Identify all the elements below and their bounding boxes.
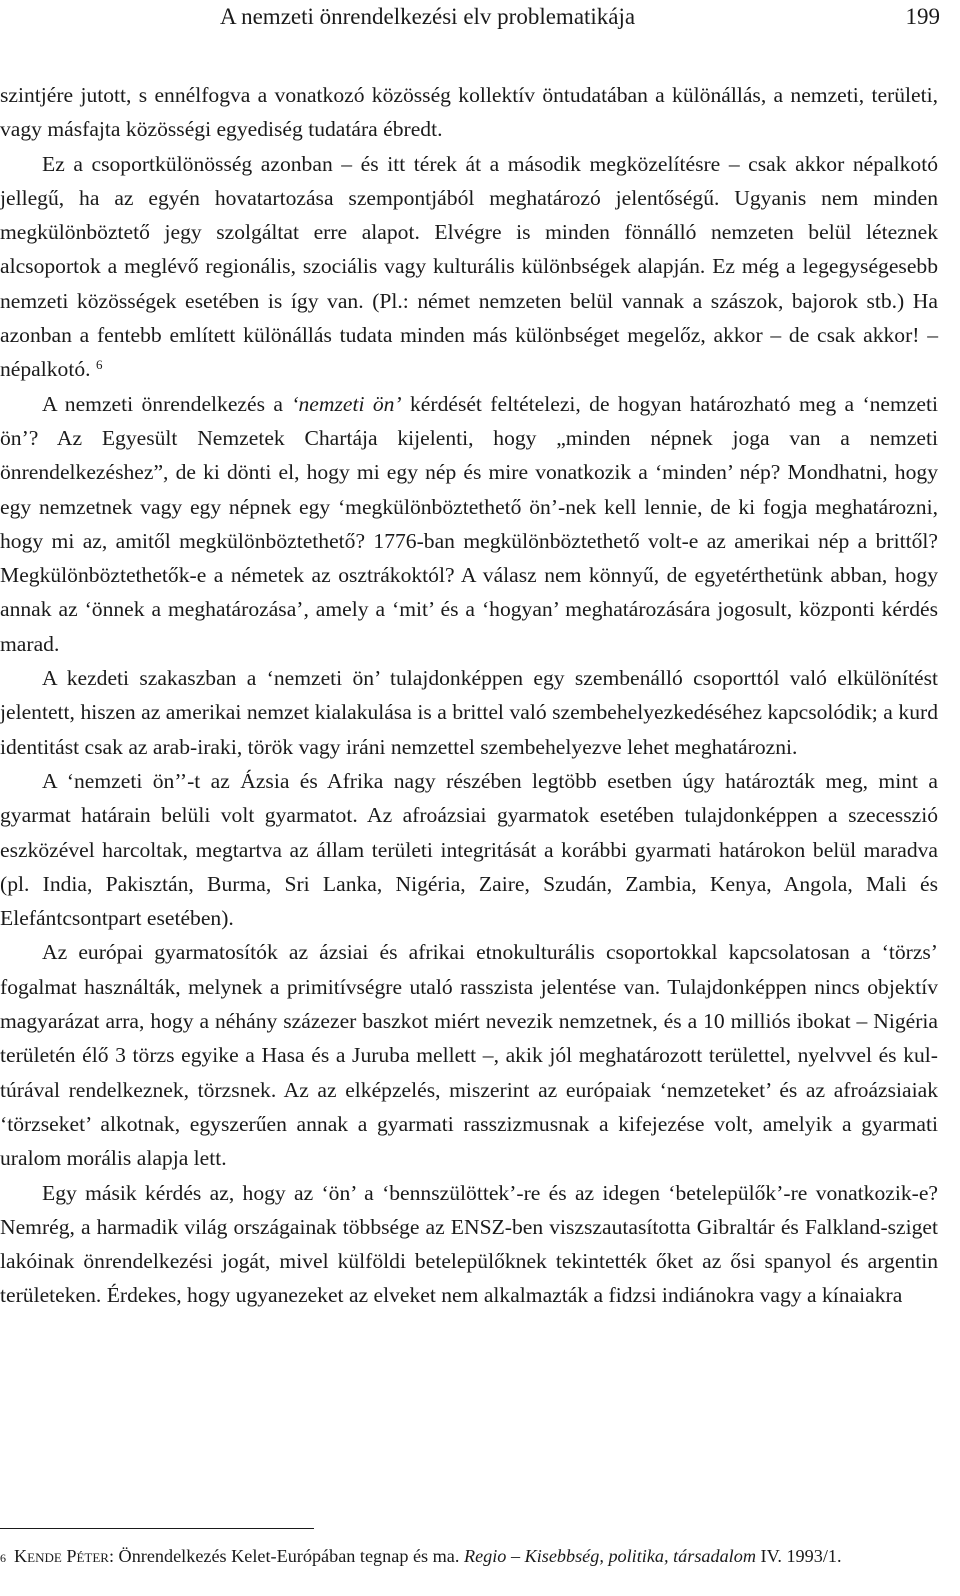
running-title: A nemzeti önrendelkezési elv problematikája — [220, 4, 636, 29]
paragraph-text: A kezdeti szakaszban a ‘nemzeti ön’ tulajdonképpen egy szembenálló csoporttól való elkülönítést jelentett, hiszen az amerikai nemzet kialakulása is a brittel való szembehelyezkedéséhez kapcsolódik; a kurd identitást csak az arab-iraki, török vagy iráni nemzettel szembehelyezve lehet meghatározni. — [0, 666, 938, 759]
footnote-text: : Önrendelkezés Kelet-Európában tegnap és ma. — [108, 1546, 464, 1566]
running-header — [0, 0, 960, 40]
paragraph-text: A nemzeti önrendelkezés a — [42, 391, 292, 416]
footnote-author-last: Péter — [66, 1546, 109, 1566]
footnote-source-title: Regio – Kisebbség, politika, társadalom — [463, 1546, 756, 1566]
footnote-number: 6 — [0, 1551, 6, 1565]
paragraph — [0, 1176, 938, 1313]
paragraph-text: Az európai gyarmatosítók az ázsiai és afrikai etnokulturális csoportokkal kapcsolatosan a ‘törzs’ fogalmat használták, melynek a primitívségre utaló rasszista jelentése van. Tulajdonképpen nincs objektív magyarázat arra, hogy a néhány százezer baszkot miért nevezik nemzetnek, és a 10 milliós ibokat – Nigéria területén élő 3 törzs egyike a Hasa és a Juruba mellett –, akik jól meghatározott területtel, nyelvvel és kultúrával rendelkeznek, törzsnek. Az az elképzelés, miszerint az európaiak ‘nemzeteket’ és az afroázsiaiak ‘törzseket’ alkotnak, egyszerűen annak a gyarmati rasszizmusnak a kifejezése volt, amelyik a gyarmati uralom morális alapja lett. — [0, 940, 938, 1171]
paragraph — [0, 764, 938, 935]
paragraph — [0, 935, 938, 1175]
paragraph-text: Ez a csoportkülönösség azonban – és itt térek át a második megközelítésre – csak akkor népalkotó jellegű, ha az egyén hovatartozása szempontjából meghatározó jelentőségű. Ugyanis nem minden megkülönböztető jegy szolgáltat erre alapot. Elvégre is minden fönnálló nemzeten belül léteznek alcsoportok a meglévő regionális, szociális vagy kulturális különbségek alapján. Ez még a legegységesebb nemzeti közösségek esetében is így van. (Pl.: német nemzeten belül vannak a szászok, bajorok stb.) Ha azonban a fentebb említett különállás tudata minden más különbséget megelőz, akkor – de csak akkor! – népalkotó. — [0, 151, 938, 382]
page-number: 199 — [905, 4, 940, 29]
paragraph — [0, 661, 938, 764]
footnote — [0, 1544, 945, 1569]
paragraph — [0, 78, 938, 147]
footnote-author-first: Kende — [14, 1546, 62, 1566]
body-text — [0, 78, 938, 1313]
paragraph-text: szintjére jutott, s ennélfogva a vonatkozó közösség kollektív öntudatában a különállás, a nemzeti, területi, vagy másfajta közösségi egyediség tudatára ébredt. — [0, 83, 938, 142]
paragraph — [0, 147, 938, 387]
paragraph-text: A ‘nemzeti ön’’-t az Ázsia és Afrika nagy részében legtöbb esetben úgy határozták meg, mint a gyarmat határain belüli volt gyarmatot. Az afroázsiai gyarmatok esetében tulajdonképpen a szecesszió eszközével harcoltak, megtartva az állam területi integritását a korábbi gyarmati határokon belül maradva (pl. India, Pakisztán, Burma, Sri Lanka, Nigéria, Zaire, Szudán, Zambia, Kenya, Angola, Mali és Elefántcsontpart esetében). — [0, 768, 938, 931]
footnote-text-after: IV. 1993/1. — [755, 1546, 842, 1566]
paragraph — [0, 387, 938, 661]
footnote-reference: 6 — [95, 357, 103, 373]
paragraph-text: Egy másik kérdés az, hogy az ‘ön’ a ‘bennszülöttek’-re és az idegen ‘betelepülők’-re vonatkozik-e? Nemrég, a harmadik világ országainak többsége az ENSZ-ben viszszautasította Gibraltár és Falkland-sziget lakóinak önrendelkezési jogát, mivel külföldi betelepülőknek tekintették őket az ősi spanyol és argentin területeken. Érdekes, hogy ugyanezeket az elveket nem alkalmazták a fidzsi indiánokra vagy a kínaiakra — [0, 1180, 938, 1308]
emphasis-text: ‘nemzeti ön’ — [291, 391, 402, 416]
paragraph-text: kérdését feltételezi, de hogyan határozható meg a ‘nemzeti ön’? Az Egyesült Nemzetek Chartája kijelenti, hogy „minden népnek joga van a nemzeti önrendelkezéshez”, de ki dönti el, hogy mi egy nép és mire vonatkozik a ‘minden’ nép? Mondhatni, hogy egy nemzetnek vagy egy népnek egy ‘megkülönböztethető ön’-nek kell lennie, de ki fogja meghatározni, hogy mi az, amitől megkülönböztethető? 1776-ban megkülönböztethető volt-e az amerikai nép a brittől? Megkülönböztethetők-e a németek az osztrákoktól? A válasz nem könnyű, de egyetérthetünk abban, hogy annak az ‘önnek a meghatározása’, amely a ‘mit’ és a ‘hogyan’ meghatározására jogosult, központi kérdés marad. — [0, 391, 938, 656]
footnote-rule — [0, 1528, 314, 1529]
